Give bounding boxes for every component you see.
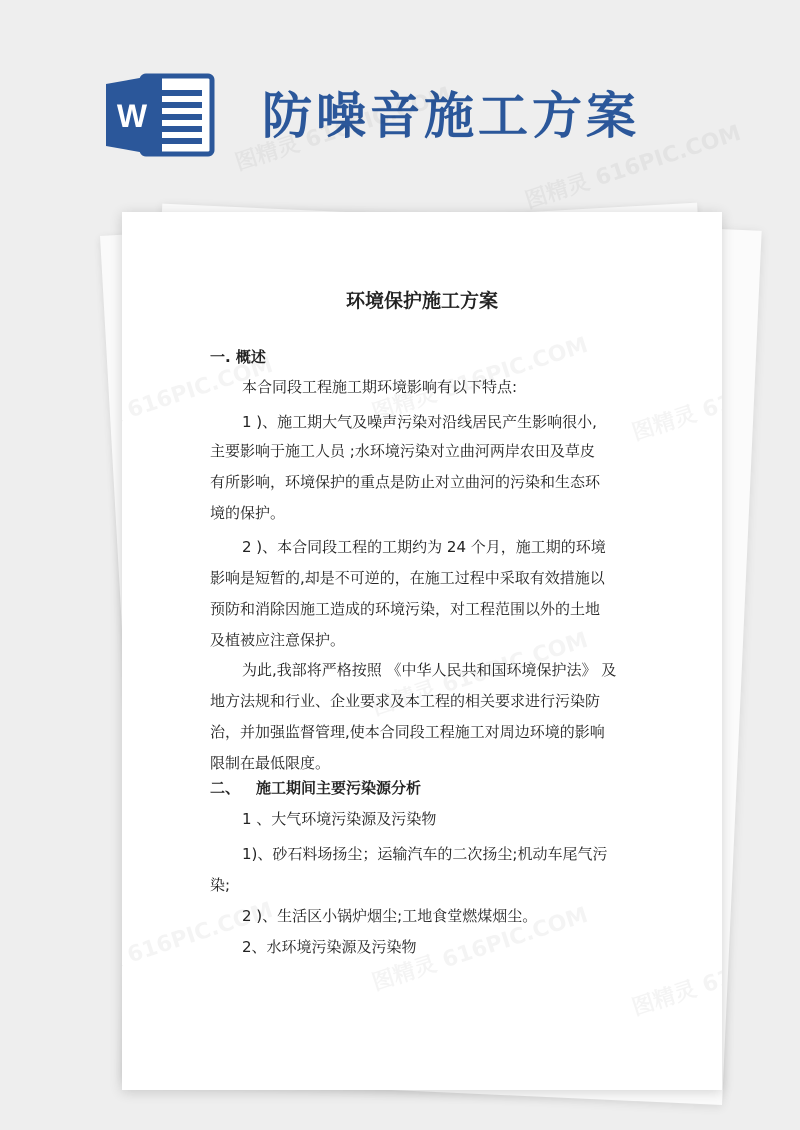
banner-title: 防噪音施工方案	[262, 87, 640, 145]
paragraph-line: 治，并加强监督管理,使本合同段工程施工对周边环境的影响	[210, 723, 605, 741]
document-title: 环境保护施工方案	[345, 290, 498, 312]
heading-text: 施工期间主要污染源分析	[256, 779, 422, 797]
word-document-icon	[104, 70, 216, 160]
watermark	[628, 348, 722, 447]
paragraph-line: 1)、砂石料场扬尘；运输汽车的二次扬尘;机动车尾气污	[242, 845, 608, 863]
heading-number: 二、	[210, 779, 241, 797]
paragraph-line: 地方法规和行业、企业要求及本工程的相关要求进行污染防	[210, 692, 601, 710]
paragraph-line: 染;	[210, 876, 231, 894]
paragraph-line: 境的保护。	[210, 504, 286, 522]
paragraph-line: 为此,我部将严格按照 《中华人民共和国环境保护法》 及	[242, 661, 617, 679]
paragraph-line: 本合同段工程施工期环境影响有以下特点:	[242, 378, 518, 396]
paragraph-line: 1 、大气环境污染源及污染物	[242, 810, 437, 828]
watermark	[628, 923, 722, 1022]
paragraph-line: 及植被应注意保护。	[210, 631, 346, 649]
paragraph-line: 限制在最低限度。	[210, 754, 331, 772]
logo-letter: W	[116, 98, 148, 134]
paragraph-line: 主要影响于施工人员 ;水环境污染对立曲河两岸农田及草皮	[210, 442, 595, 460]
paragraph-line: 1 )、施工期大气及噪声污染对沿线居民产生影响很小,	[242, 413, 597, 431]
document-page	[122, 212, 722, 1090]
paragraph-line: 影响是短暂的,却是不可逆的，在施工过程中采取有效措施以	[210, 569, 605, 587]
header-banner	[0, 0, 800, 190]
paragraph-line: 2 )、本合同段工程的工期约为 24 个月，施工期的环境	[242, 538, 606, 556]
heading-overview: 一. 概述	[210, 348, 266, 366]
paragraph-line: 2 )、生活区小锅炉烟尘;工地食堂燃煤烟尘。	[242, 907, 538, 925]
paragraph-line: 2、水环境污染源及污染物	[242, 938, 417, 956]
paragraph-line: 预防和消除因施工造成的环境污染，对工程范围以外的土地	[210, 600, 601, 618]
heading-pollution-sources	[122, 777, 722, 799]
paragraph-line: 有所影响，环境保护的重点是防止对立曲河的污染和生态环	[210, 473, 601, 491]
